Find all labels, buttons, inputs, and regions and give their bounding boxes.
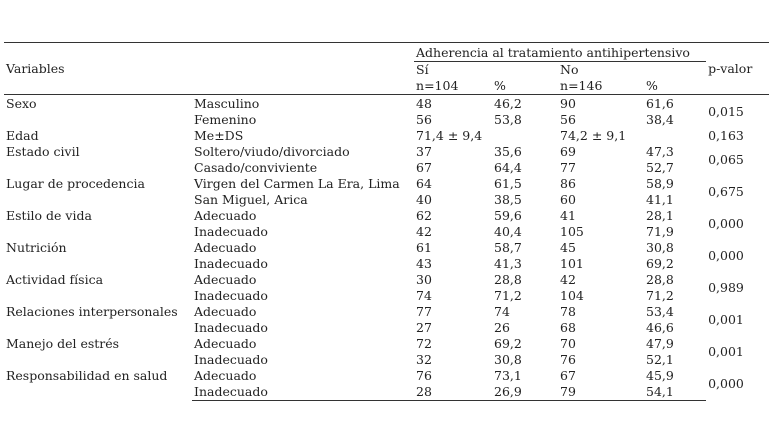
no-count-cell: 42 [560, 272, 576, 287]
no-count-cell: 67 [560, 368, 576, 383]
si-percent-cell: 46,2 [492, 95, 558, 113]
si-count-cell: 40 [416, 192, 432, 207]
no-percent-cell: 54,1 [644, 384, 706, 401]
si-count-cell: 67 [416, 160, 432, 175]
si-count-cell: 56 [416, 112, 432, 127]
no-count-cell: 74,2 ± 9,1 [560, 128, 627, 143]
category-cell: Adecuado [194, 272, 257, 287]
no-count-cell: 86 [560, 176, 576, 191]
variable-name: Actividad física [6, 272, 104, 287]
header-si: Sí n=104 [416, 62, 459, 93]
si-percent-cell: 69,2 [494, 336, 522, 351]
header-no: No n=146 [560, 62, 603, 93]
no-count-cell: 101 [560, 256, 584, 271]
header-si-pct: % [494, 78, 506, 93]
header-variables: Variables [4, 43, 414, 95]
no-percent-cell: 71,2 [646, 288, 674, 303]
si-count-cell: 32 [416, 352, 432, 367]
no-count-cell: 69 [560, 144, 576, 159]
category-cell: Inadecuado [192, 384, 414, 401]
no-count-cell: 76 [560, 352, 576, 367]
variable-name: Sexo [4, 95, 192, 129]
variable-name: Edad [6, 128, 39, 143]
variable-name: Estado civil [6, 144, 80, 159]
no-count-cell: 79 [558, 384, 644, 401]
category-cell: Casado/conviviente [194, 160, 318, 175]
no-count-cell: 70 [560, 336, 576, 351]
no-percent-cell: 41,1 [646, 192, 674, 207]
no-count-cell: 78 [560, 304, 576, 319]
table-row [4, 128, 769, 144]
variable-name: Lugar de procedencia [6, 176, 145, 191]
category-cell: Inadecuado [194, 256, 268, 271]
si-percent-cell: 59,6 [494, 208, 522, 223]
si-count-cell: 48 [414, 95, 492, 113]
p-value-cell: 0,989 [708, 280, 744, 295]
si-percent-cell: 35,6 [494, 144, 522, 159]
p-value-cell: 0,015 [706, 95, 769, 129]
si-count-cell: 74 [416, 288, 432, 303]
adherence-table [4, 42, 769, 401]
category-cell: Virgen del Carmen La Era, Lima [194, 176, 400, 191]
p-value-cell: 0,065 [708, 152, 744, 167]
no-count-cell: 45 [560, 240, 576, 255]
header-pvalue: p-valor [706, 43, 769, 95]
p-value-cell: 0,163 [708, 128, 744, 143]
no-percent-cell: 45,9 [646, 368, 674, 383]
no-percent-cell: 58,9 [646, 176, 674, 191]
no-percent-cell: 47,9 [646, 336, 674, 351]
category-cell: Inadecuado [194, 288, 268, 303]
category-cell: Masculino [192, 95, 414, 113]
no-percent-cell: 38,4 [646, 112, 674, 127]
si-percent-cell: 26,9 [492, 384, 558, 401]
no-count-cell: 90 [558, 95, 644, 113]
category-cell: Soltero/viudo/divorciado [194, 144, 350, 159]
no-percent-cell: 46,6 [646, 320, 674, 335]
no-percent-cell: 52,7 [646, 160, 674, 175]
category-cell: Adecuado [194, 304, 257, 319]
no-percent-cell: 28,1 [646, 208, 674, 223]
si-percent-cell: 30,8 [494, 352, 522, 367]
no-percent-cell: 30,8 [646, 240, 674, 255]
table-row [4, 304, 769, 320]
variable-name: Estilo de vida [6, 208, 92, 223]
si-percent-cell: 40,4 [494, 224, 522, 239]
no-count-cell: 41 [560, 208, 576, 223]
no-percent-cell: 61,6 [644, 95, 706, 113]
p-value-cell: 0,000 [708, 216, 744, 231]
si-count-cell: 27 [416, 320, 432, 335]
p-value-cell: 0,000 [708, 248, 744, 263]
si-count-cell: 76 [416, 368, 432, 383]
variable-name: Responsabilidad en salud [6, 368, 168, 383]
si-count-cell: 62 [416, 208, 432, 223]
si-percent-cell: 28,8 [494, 272, 522, 287]
no-percent-cell [644, 128, 706, 144]
category-cell: Adecuado [194, 240, 257, 255]
si-percent-cell: 74 [494, 304, 510, 319]
si-percent-cell: 26 [494, 320, 510, 335]
category-cell: Adecuado [194, 336, 257, 351]
variable-name: Relaciones interpersonales [6, 304, 178, 319]
category-cell: Inadecuado [194, 224, 268, 239]
si-percent-cell: 53,8 [494, 112, 522, 127]
no-percent-cell: 47,3 [646, 144, 674, 159]
no-percent-cell: 28,8 [646, 272, 674, 287]
table-row [4, 208, 769, 224]
header-no-pct: % [646, 78, 658, 93]
no-count-cell: 77 [560, 160, 576, 175]
p-value-cell: 0,001 [708, 312, 744, 327]
no-count-cell: 60 [560, 192, 576, 207]
si-percent-cell: 64,4 [494, 160, 522, 175]
category-cell: Femenino [194, 112, 257, 127]
no-count-cell: 104 [560, 288, 584, 303]
si-count-cell: 61 [416, 240, 432, 255]
table-row [4, 272, 769, 288]
si-count-cell: 28 [414, 384, 492, 401]
table-body [4, 95, 769, 401]
no-percent-cell: 53,4 [646, 304, 674, 319]
table-row [4, 95, 769, 113]
category-cell: Inadecuado [194, 320, 268, 335]
no-count-cell: 68 [560, 320, 576, 335]
p-value-cell: 0,675 [708, 184, 744, 199]
category-cell: Me±DS [194, 128, 244, 143]
no-count-cell: 105 [560, 224, 584, 239]
si-percent-cell [492, 128, 558, 144]
variable-name: Nutrición [6, 240, 67, 255]
no-percent-cell: 69,2 [646, 256, 674, 271]
header-adherence: Adherencia al tratamiento antihipertensivo [414, 43, 706, 62]
si-percent-cell: 38,5 [494, 192, 522, 207]
table-row [4, 368, 769, 384]
no-percent-cell: 52,1 [646, 352, 674, 367]
table-row [4, 176, 769, 192]
no-percent-cell: 71,9 [646, 224, 674, 239]
category-cell: Adecuado [194, 208, 257, 223]
p-value-cell: 0,000 [708, 376, 744, 392]
si-percent-cell: 41,3 [494, 256, 522, 271]
table-row [4, 336, 769, 352]
si-count-cell: 42 [416, 224, 432, 239]
si-percent-cell: 61,5 [494, 176, 522, 191]
table-row [4, 240, 769, 256]
si-count-cell: 37 [416, 144, 432, 159]
si-count-cell: 72 [416, 336, 432, 351]
si-count-cell: 71,4 ± 9,4 [416, 128, 483, 143]
si-count-cell: 77 [416, 304, 432, 319]
no-count-cell: 56 [560, 112, 576, 127]
si-percent-cell: 71,2 [494, 288, 522, 303]
si-percent-cell: 58,7 [494, 240, 522, 255]
table-row [4, 144, 769, 160]
si-count-cell: 43 [416, 256, 432, 271]
category-cell: San Miguel, Arica [194, 192, 308, 207]
si-percent-cell: 73,1 [494, 368, 522, 383]
variable-name: Manejo del estrés [6, 336, 120, 351]
si-count-cell: 30 [416, 272, 432, 287]
si-count-cell: 64 [416, 176, 432, 191]
p-value-cell: 0,001 [708, 344, 744, 359]
category-cell: Inadecuado [194, 352, 268, 367]
category-cell: Adecuado [194, 368, 257, 383]
